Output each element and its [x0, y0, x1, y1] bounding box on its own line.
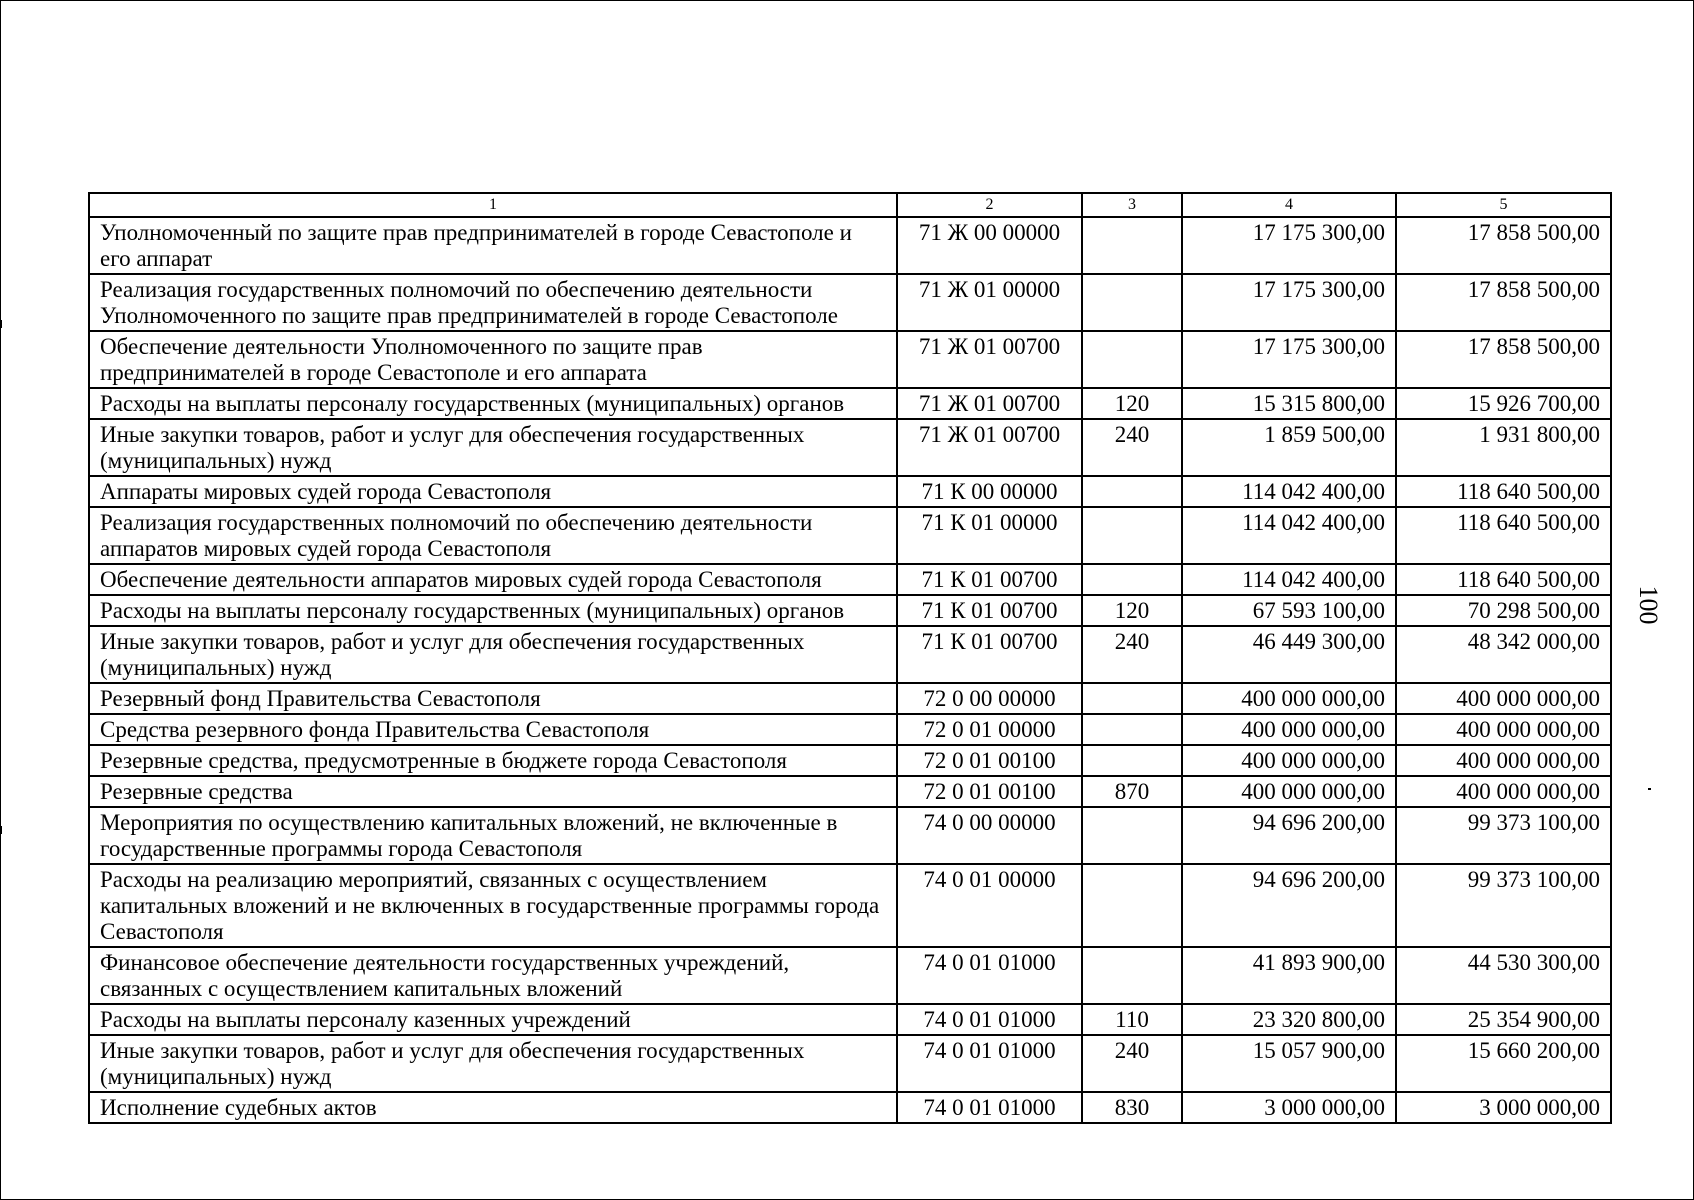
- table-row: [89, 419, 1611, 476]
- row-code-cell: 71 Ж 01 00700: [897, 388, 1082, 419]
- row-code-cell: 74 0 01 01000: [897, 947, 1082, 1004]
- row-name-cell: Расходы на реализацию мероприятий, связанных с осуществлением капитальных вложений и не включенных в государственные программы города Севастополя: [89, 864, 897, 947]
- row-name-cell: Средства резервного фонда Правительства Севастополя: [89, 714, 897, 745]
- row-name-cell: Обеспечение деятельности аппаратов мировых судей города Севастополя: [89, 564, 897, 595]
- table-row: [89, 217, 1611, 274]
- row-expense-type-cell: [1082, 807, 1182, 864]
- table-row: [89, 1004, 1611, 1035]
- row-amount-year2-cell: 70 298 500,00: [1396, 595, 1611, 626]
- row-code-cell: 71 К 01 00000: [897, 507, 1082, 564]
- row-name-cell: Уполномоченный по защите прав предпринимателей в городе Севастополе и его аппарат: [89, 217, 897, 274]
- row-code-cell: 72 0 01 00100: [897, 776, 1082, 807]
- row-amount-year1-cell: 15 315 800,00: [1182, 388, 1396, 419]
- row-expense-type-cell: 120: [1082, 388, 1182, 419]
- row-amount-year1-cell: 17 175 300,00: [1182, 274, 1396, 331]
- row-amount-year2-cell: 118 640 500,00: [1396, 564, 1611, 595]
- row-name-cell: Аппараты мировых судей города Севастополя: [89, 476, 897, 507]
- row-amount-year2-cell: 25 354 900,00: [1396, 1004, 1611, 1035]
- row-amount-year2-cell: 118 640 500,00: [1396, 507, 1611, 564]
- table-row: [89, 388, 1611, 419]
- row-name-cell: Резервные средства, предусмотренные в бюджете города Севастополя: [89, 745, 897, 776]
- row-amount-year1-cell: 15 057 900,00: [1182, 1035, 1396, 1092]
- scan-edge-mark: [1648, 788, 1651, 790]
- row-expense-type-cell: [1082, 683, 1182, 714]
- row-amount-year1-cell: 3 000 000,00: [1182, 1092, 1396, 1123]
- row-name-cell: Иные закупки товаров, работ и услуг для обеспечения государственных (муниципальных) нужд: [89, 1035, 897, 1092]
- row-amount-year2-cell: 15 660 200,00: [1396, 1035, 1611, 1092]
- row-amount-year1-cell: 400 000 000,00: [1182, 714, 1396, 745]
- table-row: [89, 507, 1611, 564]
- header-row: [89, 193, 1611, 217]
- row-expense-type-cell: [1082, 745, 1182, 776]
- row-amount-year1-cell: 67 593 100,00: [1182, 595, 1396, 626]
- row-expense-type-cell: 110: [1082, 1004, 1182, 1035]
- row-expense-type-cell: [1082, 507, 1182, 564]
- row-amount-year2-cell: 17 858 500,00: [1396, 331, 1611, 388]
- table-row: [89, 947, 1611, 1004]
- row-amount-year1-cell: 400 000 000,00: [1182, 745, 1396, 776]
- row-name-cell: Расходы на выплаты персоналу государственных (муниципальных) органов: [89, 595, 897, 626]
- row-code-cell: 74 0 01 01000: [897, 1092, 1082, 1123]
- row-code-cell: 72 0 01 00100: [897, 745, 1082, 776]
- row-name-cell: Резервные средства: [89, 776, 897, 807]
- row-amount-year1-cell: 17 175 300,00: [1182, 217, 1396, 274]
- budget-table: [88, 192, 1612, 1124]
- column-header-3: 3: [1082, 193, 1182, 217]
- row-amount-year2-cell: 400 000 000,00: [1396, 776, 1611, 807]
- row-amount-year2-cell: 17 858 500,00: [1396, 274, 1611, 331]
- row-code-cell: 71 Ж 01 00700: [897, 331, 1082, 388]
- row-expense-type-cell: 830: [1082, 1092, 1182, 1123]
- table-row: [89, 626, 1611, 683]
- table-body: [89, 217, 1611, 1123]
- row-name-cell: Финансовое обеспечение деятельности государственных учреждений, связанных с осуществлением капитальных вложений: [89, 947, 897, 1004]
- row-amount-year2-cell: 400 000 000,00: [1396, 745, 1611, 776]
- row-expense-type-cell: [1082, 564, 1182, 595]
- table-row: [89, 476, 1611, 507]
- row-expense-type-cell: 240: [1082, 1035, 1182, 1092]
- table-row: [89, 1035, 1611, 1092]
- row-amount-year1-cell: 114 042 400,00: [1182, 564, 1396, 595]
- row-code-cell: 71 Ж 00 00000: [897, 217, 1082, 274]
- row-amount-year1-cell: 400 000 000,00: [1182, 683, 1396, 714]
- table-row: [89, 1092, 1611, 1123]
- row-name-cell: Иные закупки товаров, работ и услуг для обеспечения государственных (муниципальных) нужд: [89, 626, 897, 683]
- row-code-cell: 71 К 01 00700: [897, 595, 1082, 626]
- row-expense-type-cell: [1082, 274, 1182, 331]
- row-name-cell: Реализация государственных полномочий по обеспечению деятельности аппаратов мировых судей города Севастополя: [89, 507, 897, 564]
- row-expense-type-cell: 120: [1082, 595, 1182, 626]
- scan-edge-mark: [0, 320, 2, 328]
- row-amount-year2-cell: 400 000 000,00: [1396, 683, 1611, 714]
- column-header-5: 5: [1396, 193, 1611, 217]
- row-name-cell: Резервный фонд Правительства Севастополя: [89, 683, 897, 714]
- row-code-cell: 71 Ж 01 00700: [897, 419, 1082, 476]
- row-name-cell: Исполнение судебных актов: [89, 1092, 897, 1123]
- row-name-cell: Расходы на выплаты персоналу казенных учреждений: [89, 1004, 897, 1035]
- row-expense-type-cell: [1082, 217, 1182, 274]
- row-amount-year2-cell: 15 926 700,00: [1396, 388, 1611, 419]
- row-code-cell: 74 0 01 01000: [897, 1035, 1082, 1092]
- row-amount-year2-cell: 99 373 100,00: [1396, 864, 1611, 947]
- row-name-cell: Расходы на выплаты персоналу государственных (муниципальных) органов: [89, 388, 897, 419]
- table-row: [89, 776, 1611, 807]
- row-amount-year1-cell: 41 893 900,00: [1182, 947, 1396, 1004]
- table-row: [89, 864, 1611, 947]
- row-amount-year1-cell: 400 000 000,00: [1182, 776, 1396, 807]
- row-expense-type-cell: [1082, 476, 1182, 507]
- table-row: [89, 807, 1611, 864]
- page-number: 100: [1634, 585, 1663, 625]
- row-expense-type-cell: [1082, 947, 1182, 1004]
- row-code-cell: 74 0 00 00000: [897, 807, 1082, 864]
- row-amount-year1-cell: 114 042 400,00: [1182, 507, 1396, 564]
- table-row: [89, 274, 1611, 331]
- table-row: [89, 745, 1611, 776]
- row-amount-year1-cell: 94 696 200,00: [1182, 807, 1396, 864]
- row-amount-year2-cell: 3 000 000,00: [1396, 1092, 1611, 1123]
- table-row: [89, 595, 1611, 626]
- row-code-cell: 71 К 00 00000: [897, 476, 1082, 507]
- row-code-cell: 74 0 01 00000: [897, 864, 1082, 947]
- column-header-2: 2: [897, 193, 1082, 217]
- row-amount-year1-cell: 1 859 500,00: [1182, 419, 1396, 476]
- row-amount-year1-cell: 17 175 300,00: [1182, 331, 1396, 388]
- row-expense-type-cell: 240: [1082, 626, 1182, 683]
- table-row: [89, 714, 1611, 745]
- row-amount-year2-cell: 118 640 500,00: [1396, 476, 1611, 507]
- row-code-cell: 71 К 01 00700: [897, 564, 1082, 595]
- table-row: [89, 331, 1611, 388]
- row-expense-type-cell: [1082, 864, 1182, 947]
- row-amount-year1-cell: 46 449 300,00: [1182, 626, 1396, 683]
- row-amount-year2-cell: 99 373 100,00: [1396, 807, 1611, 864]
- column-header-4: 4: [1182, 193, 1396, 217]
- row-code-cell: 74 0 01 01000: [897, 1004, 1082, 1035]
- row-amount-year2-cell: 17 858 500,00: [1396, 217, 1611, 274]
- row-expense-type-cell: [1082, 714, 1182, 745]
- scan-edge-mark: [0, 826, 2, 834]
- row-code-cell: 71 К 01 00700: [897, 626, 1082, 683]
- row-name-cell: Мероприятия по осуществлению капитальных вложений, не включенные в государственные программы города Севастополя: [89, 807, 897, 864]
- table-row: [89, 564, 1611, 595]
- row-code-cell: 71 Ж 01 00000: [897, 274, 1082, 331]
- row-amount-year1-cell: 114 042 400,00: [1182, 476, 1396, 507]
- row-amount-year2-cell: 44 530 300,00: [1396, 947, 1611, 1004]
- row-code-cell: 72 0 00 00000: [897, 683, 1082, 714]
- row-amount-year2-cell: 400 000 000,00: [1396, 714, 1611, 745]
- row-amount-year2-cell: 1 931 800,00: [1396, 419, 1611, 476]
- row-amount-year1-cell: 23 320 800,00: [1182, 1004, 1396, 1035]
- row-name-cell: Реализация государственных полномочий по обеспечению деятельности Уполномоченного по защите прав предпринимателей в городе Севастополе: [89, 274, 897, 331]
- row-expense-type-cell: [1082, 331, 1182, 388]
- row-expense-type-cell: 240: [1082, 419, 1182, 476]
- row-expense-type-cell: 870: [1082, 776, 1182, 807]
- row-name-cell: Иные закупки товаров, работ и услуг для обеспечения государственных (муниципальных) нужд: [89, 419, 897, 476]
- row-amount-year2-cell: 48 342 000,00: [1396, 626, 1611, 683]
- table-row: [89, 683, 1611, 714]
- row-name-cell: Обеспечение деятельности Уполномоченного по защите прав предпринимателей в городе Севастополе и его аппарата: [89, 331, 897, 388]
- column-header-1: 1: [89, 193, 897, 217]
- row-code-cell: 72 0 01 00000: [897, 714, 1082, 745]
- row-amount-year1-cell: 94 696 200,00: [1182, 864, 1396, 947]
